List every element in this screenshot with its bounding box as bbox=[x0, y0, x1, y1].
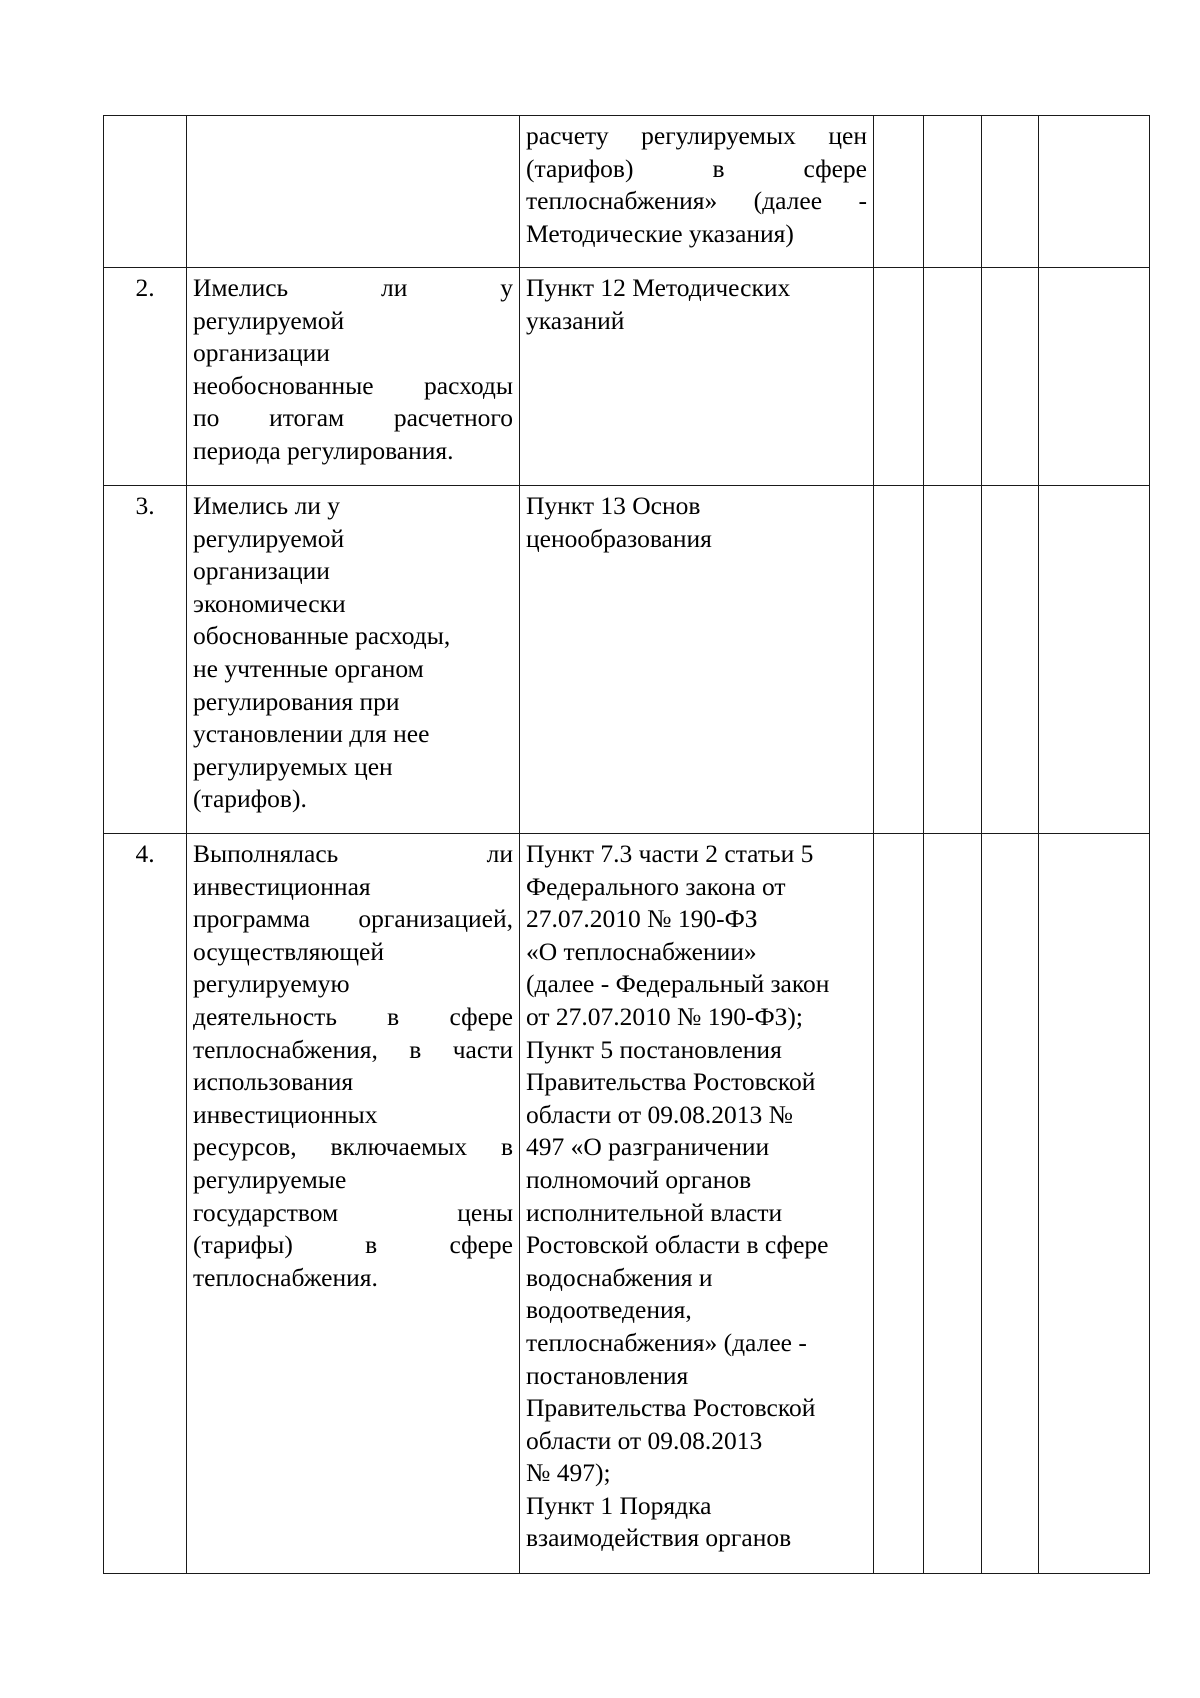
reference-line: 27.07.2010 № 190-ФЗ bbox=[526, 904, 758, 934]
reference-line: взаимодействия органов bbox=[526, 1523, 792, 1553]
reference-line: Пункт 1 Порядка bbox=[526, 1490, 712, 1520]
reference-line: водоснабжения и bbox=[526, 1262, 713, 1292]
empty-cell bbox=[1039, 268, 1150, 486]
row-number-cell: 3. bbox=[104, 486, 187, 834]
question-line: не учтенные органом bbox=[193, 653, 424, 683]
reference-cell bbox=[520, 116, 874, 268]
question-line: организации bbox=[193, 556, 330, 586]
question-line: теплоснабжения. bbox=[193, 1262, 378, 1292]
reference-line: теплоснабжения» (далее - bbox=[526, 1327, 807, 1357]
question-cell bbox=[187, 486, 520, 834]
table-row bbox=[104, 486, 1150, 834]
reference-line: Пункт 13 Основ bbox=[526, 491, 701, 520]
question-line: Имелись ли у bbox=[193, 273, 513, 302]
empty-cell bbox=[982, 268, 1039, 486]
question-line: организации bbox=[193, 338, 330, 368]
question-line: программа организацией, bbox=[193, 904, 513, 934]
question-line: (тарифы) в сфере bbox=[193, 1230, 513, 1260]
empty-cell bbox=[924, 268, 982, 486]
question-line: регулируемой bbox=[193, 523, 345, 553]
question-line: Имелись ли у bbox=[193, 491, 341, 520]
reference-line: № 497); bbox=[526, 1458, 611, 1488]
reference-line: Пункт 12 Методических bbox=[526, 273, 791, 302]
table-row bbox=[104, 116, 1150, 268]
reference-line: области от 09.08.2013 bbox=[526, 1425, 763, 1455]
reference-line: Пункт 7.3 части 2 статьи 5 bbox=[526, 839, 814, 868]
checklist-table bbox=[103, 115, 1150, 1574]
reference-line: водоотведения, bbox=[526, 1295, 692, 1325]
empty-cell bbox=[1039, 486, 1150, 834]
table-row bbox=[104, 268, 1150, 486]
question-cell bbox=[187, 116, 520, 268]
question-line: экономически bbox=[193, 588, 346, 618]
empty-cell bbox=[874, 116, 924, 268]
empty-cell bbox=[924, 834, 982, 1574]
reference-line: теплоснабжения» (далее - bbox=[526, 186, 867, 216]
reference-cell bbox=[520, 268, 874, 486]
row-number-cell: 4. bbox=[104, 834, 187, 1574]
reference-cell bbox=[520, 486, 874, 834]
question-cell bbox=[187, 834, 520, 1574]
reference-line: «О теплоснабжении» bbox=[526, 936, 757, 966]
reference-line: (далее - Федеральный закон bbox=[526, 969, 830, 999]
empty-cell bbox=[874, 268, 924, 486]
table-row bbox=[104, 834, 1150, 1574]
reference-line: Пункт 5 постановления bbox=[526, 1034, 782, 1064]
question-cell bbox=[187, 268, 520, 486]
question-line: (тарифов). bbox=[193, 784, 307, 814]
reference-line: Правительства Ростовской bbox=[526, 1067, 816, 1097]
question-line: инвестиционная bbox=[193, 871, 371, 901]
reference-line: от 27.07.2010 № 190-ФЗ); bbox=[526, 1001, 804, 1031]
empty-cell bbox=[982, 486, 1039, 834]
question-line: регулируемой bbox=[193, 305, 345, 335]
reference-line: указаний bbox=[526, 305, 625, 335]
empty-cell bbox=[874, 486, 924, 834]
question-line: использования bbox=[193, 1067, 354, 1097]
question-line: регулируемые bbox=[193, 1164, 347, 1194]
question-line: деятельность в сфере bbox=[193, 1001, 513, 1031]
reference-line: исполнительной власти bbox=[526, 1197, 783, 1227]
question-line: регулирования при bbox=[193, 686, 400, 716]
question-line: регулируемых цен bbox=[193, 751, 393, 781]
reference-line: Методические указания) bbox=[526, 218, 794, 248]
reference-line: Федерального закона от bbox=[526, 871, 786, 901]
reference-line: расчету регулируемых цен bbox=[526, 121, 867, 150]
question-line: регулируемую bbox=[193, 969, 350, 999]
empty-cell bbox=[1039, 834, 1150, 1574]
empty-cell bbox=[924, 116, 982, 268]
question-line: периода регулирования. bbox=[193, 435, 454, 465]
row-number-cell: 2. bbox=[104, 268, 187, 486]
reference-line: постановления bbox=[526, 1360, 689, 1390]
question-line: обоснованные расходы, bbox=[193, 621, 451, 651]
reference-cell bbox=[520, 834, 874, 1574]
question-line: инвестиционных bbox=[193, 1099, 378, 1129]
reference-line: области от 09.08.2013 № bbox=[526, 1099, 794, 1129]
empty-cell bbox=[1039, 116, 1150, 268]
empty-cell bbox=[982, 834, 1039, 1574]
reference-line: 497 «О разграничении bbox=[526, 1132, 770, 1162]
reference-line: Правительства Ростовской bbox=[526, 1393, 816, 1423]
empty-cell bbox=[982, 116, 1039, 268]
reference-line: (тарифов) в сфере bbox=[526, 153, 867, 183]
empty-cell bbox=[924, 486, 982, 834]
reference-line: ценообразования bbox=[526, 523, 712, 553]
question-line: государством цены bbox=[193, 1197, 513, 1227]
reference-line: полномочий органов bbox=[526, 1164, 752, 1194]
question-line: необоснованные расходы bbox=[193, 370, 513, 400]
question-line: теплоснабжения, в части bbox=[193, 1034, 513, 1064]
question-line: осуществляющей bbox=[193, 936, 384, 966]
question-line: ресурсов, включаемых в bbox=[193, 1132, 513, 1162]
row-number-cell bbox=[104, 116, 187, 268]
question-line: по итогам расчетного bbox=[193, 403, 513, 433]
reference-line: Ростовской области в сфере bbox=[526, 1230, 829, 1260]
empty-cell bbox=[874, 834, 924, 1574]
question-line: Выполнялась ли bbox=[193, 839, 513, 868]
question-line: установлении для нее bbox=[193, 719, 430, 749]
